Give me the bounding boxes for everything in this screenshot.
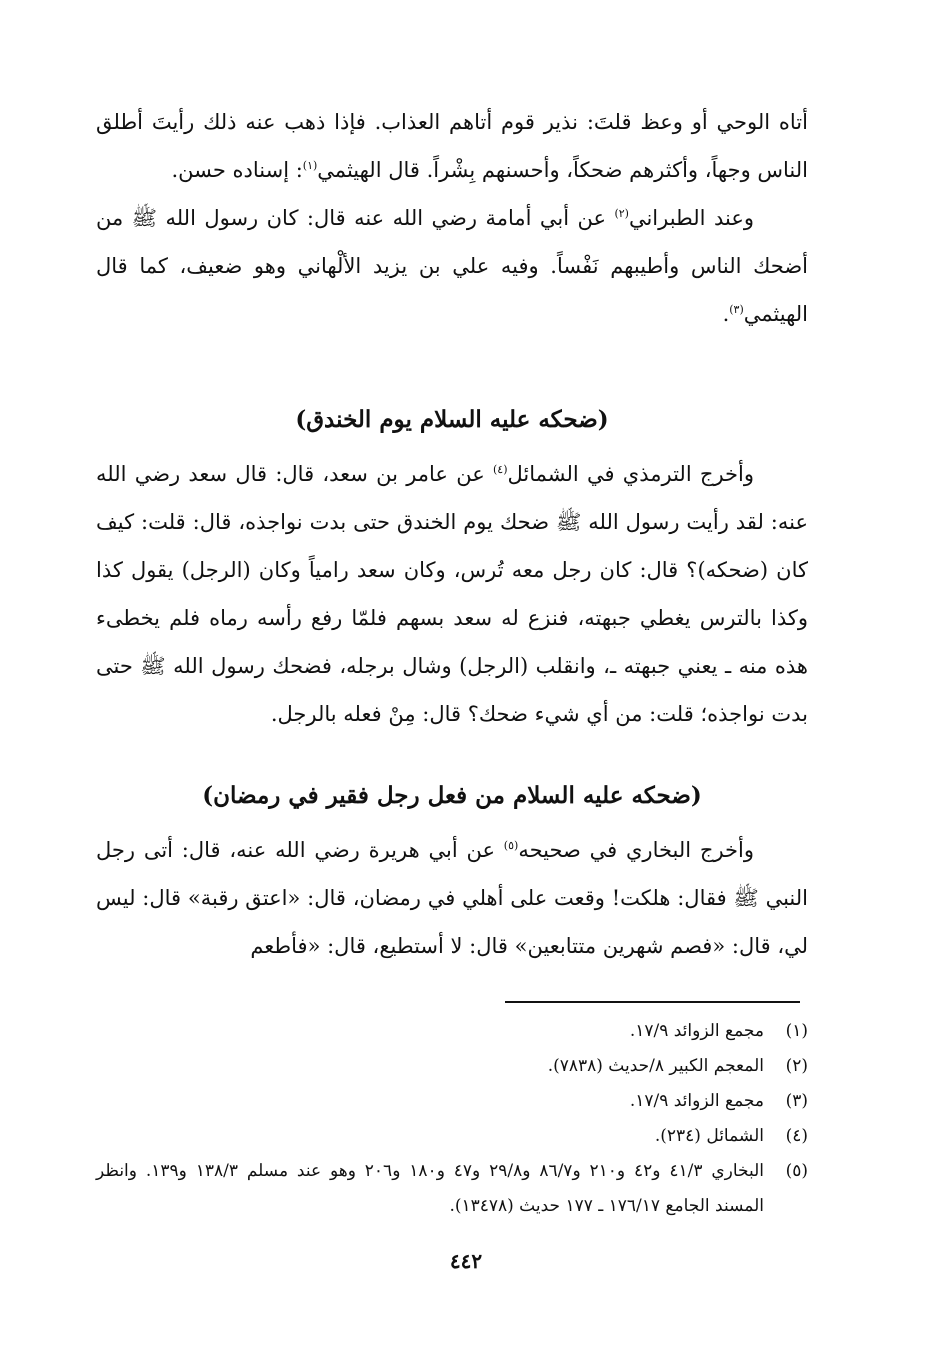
footnote-text: مجمع الزوائد ١٧/٩. [629, 1091, 764, 1111]
footnote-item [96, 1014, 808, 1049]
footnote-item [96, 1049, 808, 1084]
paragraph-1-tail: : إسناده حسن. [171, 158, 303, 182]
paragraph-2-text-c: . [722, 302, 730, 326]
footnote-separator [505, 1001, 800, 1003]
footnote-text: البخاري ٤١/٣ و٤٢ و٢١٠ و٨٦/٧ و٢٩/٨ و٤٧ و١٨٠ و٢٠٦ وهو عند مسلم ١٣٨/٣ و١٣٩. وانظر المسند الجامع ١٧٦/١٧ ـ ١٧٧ حديث (١٣٤٧٨). [96, 1161, 765, 1216]
paragraph-4-text-b: عن أبي هريرة رضي الله عنه، قال: أتى رجل النبي ﷺ فقال: هلكت! وقعت على أهلي في رمضان، قال: «اعتق رقبة» قال: ليس لي، قال: «فصم شهرين متتابعين» قال: لا أستطيع، قال: «فأطعم [96, 838, 808, 958]
footnote-item [96, 1119, 808, 1154]
footnote-item [96, 1154, 808, 1224]
paragraph-2-text-a: وعند الطبراني [628, 206, 754, 230]
footnote-text: الشمائل (٢٣٤). [654, 1126, 764, 1146]
footnote-ref-2[interactable]: (٢) [614, 207, 629, 220]
footnote-ref-1[interactable]: (١) [302, 159, 318, 172]
paragraph-2 [96, 194, 808, 338]
paragraph-2-text-b: عن أبي أمامة رضي الله عنه قال: كان رسول الله ﷺ من أضحك الناس وأطيبهم نَفْساً. وفيه علي بن يزيد الألْهاني وهو ضعيف، كما قال الهيثمي [96, 206, 808, 326]
footnote-ref-3[interactable]: (٣) [729, 303, 744, 316]
paragraph-1 [96, 98, 808, 194]
footnote-number: (٥) [785, 1161, 808, 1181]
paragraph-4 [96, 826, 808, 970]
footnote-item [96, 1084, 808, 1119]
footnote-number: (٢) [785, 1056, 808, 1076]
paragraph-block-3 [96, 826, 808, 970]
section-heading-ramadan: (ضحكه عليه السلام من فعل رجل فقير في رمضان) [202, 782, 702, 809]
paragraph-4-text-a: وأخرج البخاري في صحيحه [518, 838, 754, 862]
footnote-number: (٣) [785, 1091, 808, 1111]
paragraph-block-1 [96, 98, 808, 338]
paragraph-1-text: أتاه الوحي أو وعظ قلتَ: نذير قوم أتاهم العذاب. فإذا ذهب عنه ذلك رأيتَ أطلق الناس وجهاً، وأكثرهم ضحكاً، وأحسنهم بِشْراً. قال الهيثمي [96, 110, 808, 182]
footnote-number: (٤) [785, 1126, 808, 1146]
footnote-text: مجمع الزوائد ١٧/٩. [629, 1021, 764, 1041]
page-number: ٤٤٢ [449, 1249, 483, 1273]
footnote-ref-5[interactable]: (٥) [503, 839, 519, 852]
paragraph-block-2 [96, 450, 808, 738]
footnote-ref-4[interactable]: (٤) [492, 463, 508, 476]
footnotes-list [96, 1014, 808, 1224]
paragraph-3-text-a: وأخرج الترمذي في الشمائل [507, 462, 754, 486]
footnote-number: (١) [785, 1021, 808, 1041]
paragraph-3-text-b: عن عامر بن سعد، قال: قال سعد رضي الله عنه: لقد رأيت رسول الله ﷺ ضحك يوم الخندق حتى بدت نواجذه، قال: قلت: كيف كان (ضحكه)؟ قال: كان رجل معه تُرس، وكان سعد رامياً وكان (الرجل) يقول كذا وكذا بالترس يغطي جبهته، فنزع له سعد بسهم فلمّا رفع رأسه رماه فلم يخطىء هذه منه ـ يعني جبهته ـ، وانقلب (الرجل) وشال برجله، فضحك رسول الله ﷺ حتى بدت نواجذه؛ قلت: من أي شيء ضحك؟ قال: مِنْ فعله بالرجل. [96, 462, 808, 726]
section-heading-khandaq: (ضحكه عليه السلام يوم الخندق) [295, 406, 609, 433]
footnote-text: المعجم الكبير ٨/حديث (٧٨٣٨). [547, 1056, 764, 1076]
paragraph-3 [96, 450, 808, 738]
